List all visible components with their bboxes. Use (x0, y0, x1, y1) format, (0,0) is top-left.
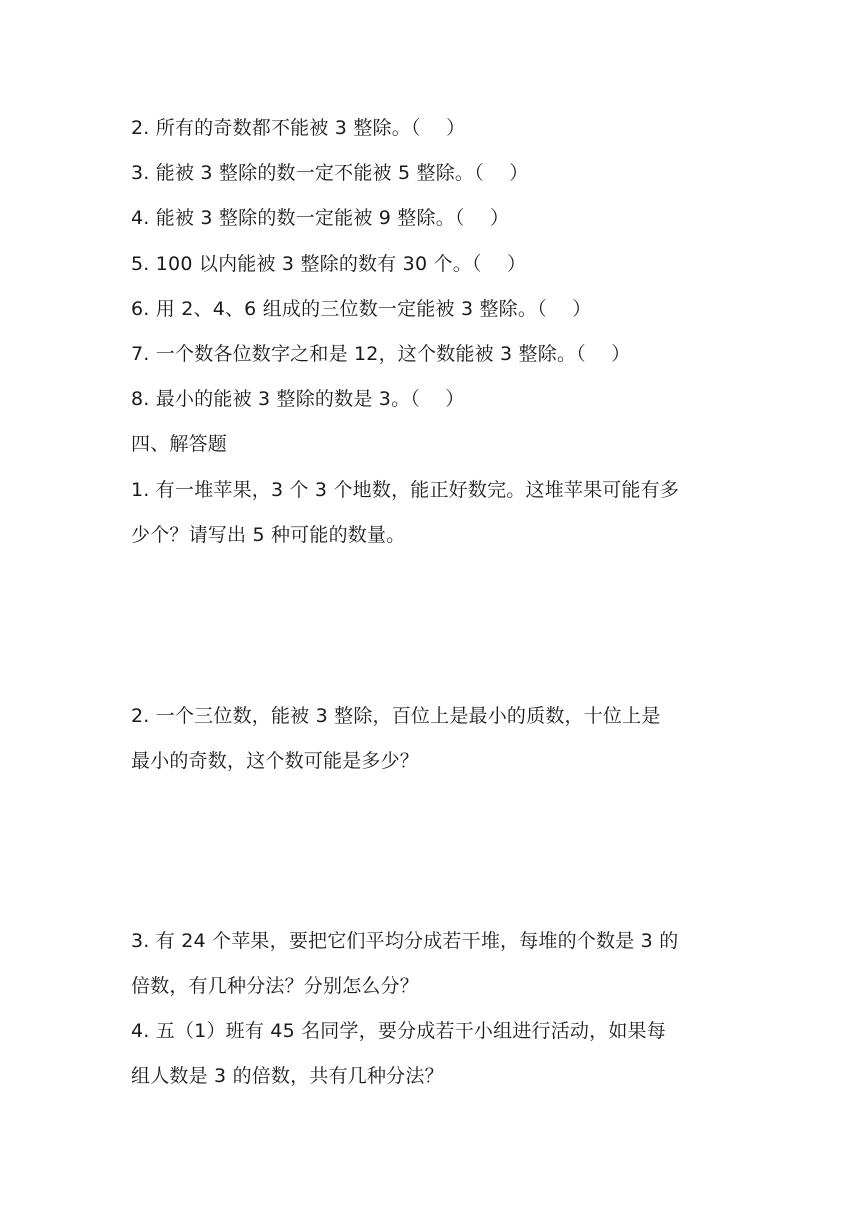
problem-1-line-1: 1. 有一堆苹果，3 个 3 个地数，能正好数完。这堆苹果可能有多 (131, 479, 680, 501)
judgment-item-2: 2. 所有的奇数都不能被 3 整除。（ ） (131, 117, 466, 139)
judgment-item-4: 4. 能被 3 整除的数一定能被 9 整除。（ ） (131, 207, 510, 229)
problem-1-line-2: 少个？请写出 5 种可能的数量。 (131, 524, 406, 546)
judgment-item-6: 6. 用 2、4、6 组成的三位数一定能被 3 整除。（ ） (131, 298, 592, 320)
judgment-item-7: 7. 一个数各位数字之和是 12，这个数能被 3 整除。（ ） (131, 343, 631, 365)
judgment-item-8: 8. 最小的能被 3 整除的数是 3。（ ） (131, 388, 465, 410)
problem-3-line-1: 3. 有 24 个苹果，要把它们平均分成若干堆，每堆的个数是 3 的 (131, 930, 679, 952)
problem-4-line-2: 组人数是 3 的倍数，共有几种分法？ (131, 1065, 444, 1087)
problem-2-line-1: 2. 一个三位数，能被 3 整除，百位上是最小的质数，十位上是 (131, 705, 661, 727)
problem-4-line-1: 4. 五（1）班有 45 名同学，要分成若干小组进行活动，如果每 (131, 1020, 666, 1042)
problem-2-line-2: 最小的奇数，这个数可能是多少？ (131, 750, 420, 772)
judgment-item-5: 5. 100 以内能被 3 整除的数有 30 个。（ ） (131, 253, 527, 275)
section-heading: 四、解答题 (131, 433, 228, 455)
problem-3-line-2: 倍数，有几种分法？分别怎么分？ (131, 975, 420, 997)
judgment-item-3: 3. 能被 3 整除的数一定不能被 5 整除。（ ） (131, 162, 529, 184)
